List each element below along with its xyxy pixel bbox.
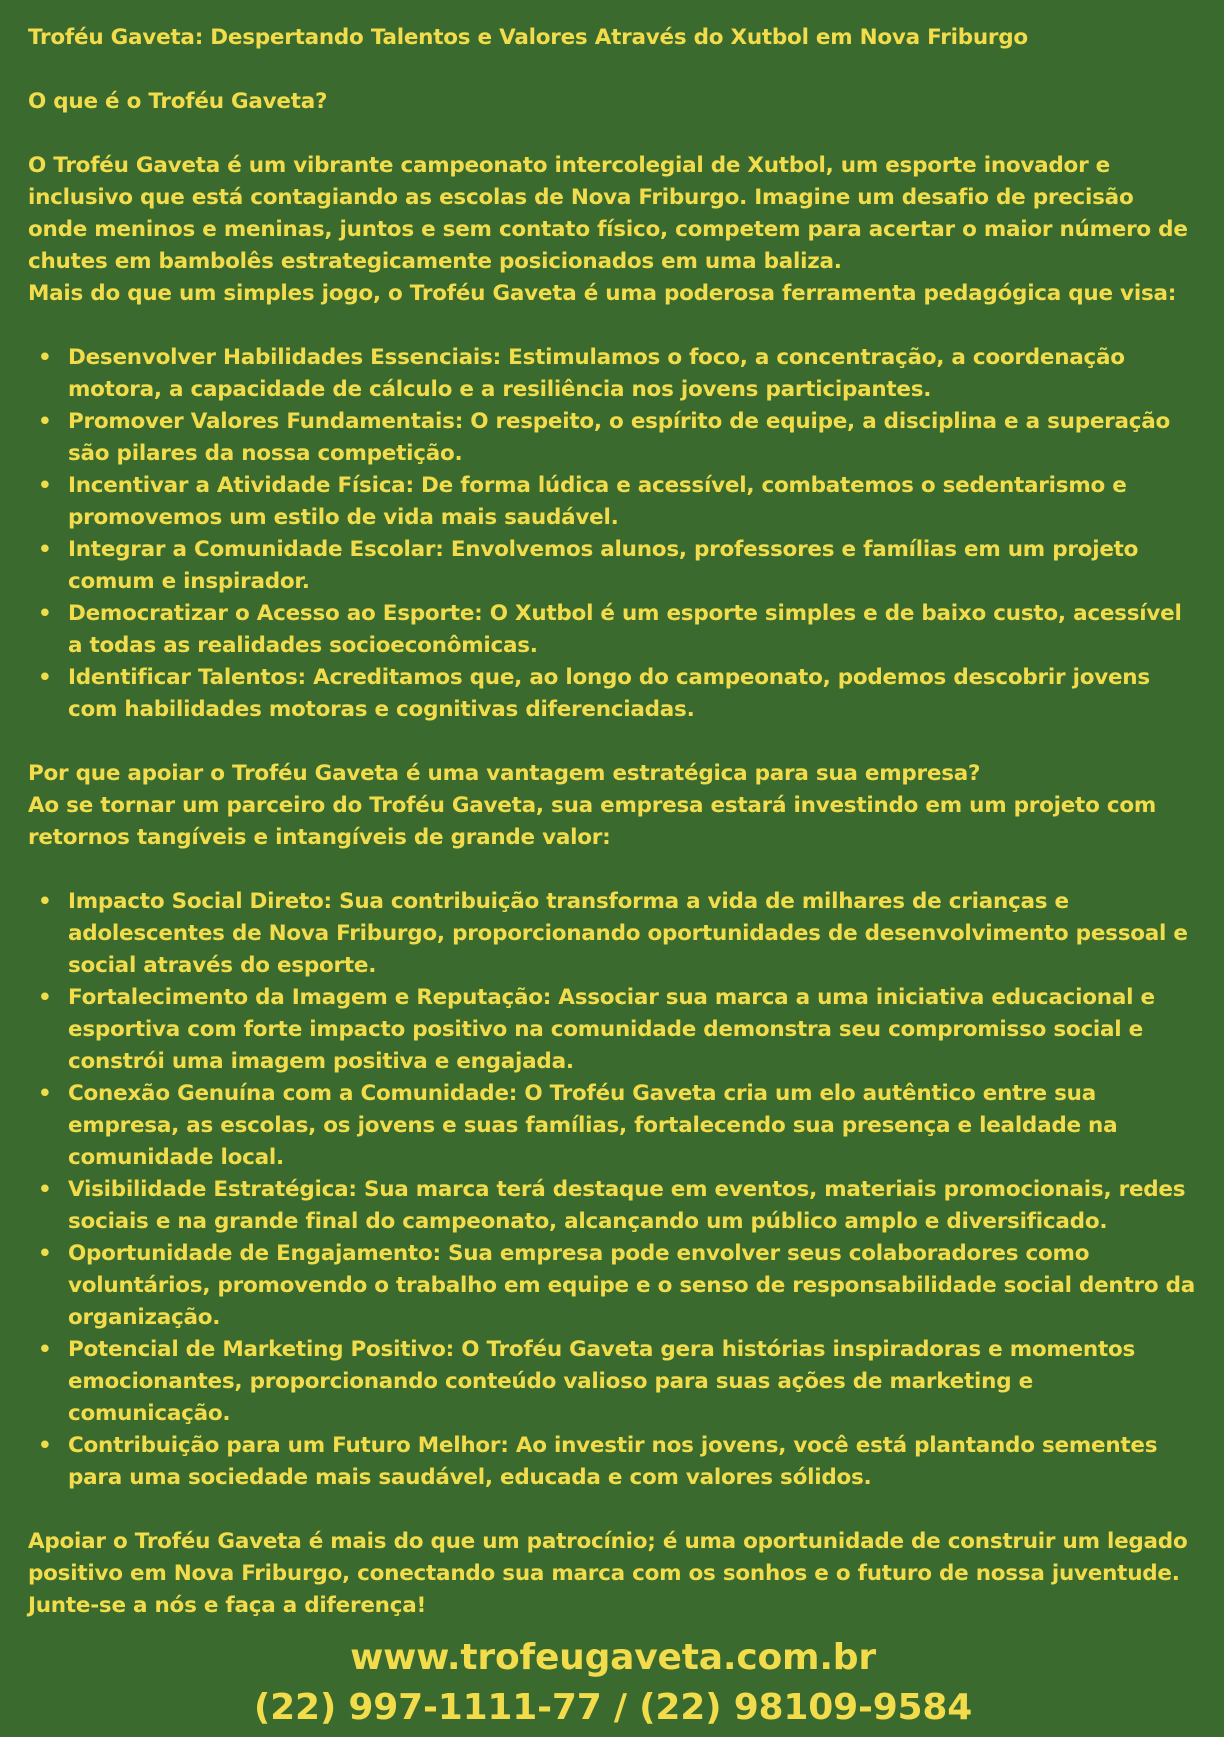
spacer [28, 854, 1198, 886]
section2-heading: Por que apoiar o Troféu Gaveta é uma vantagem estratégica para sua empresa? [28, 761, 981, 786]
list-item: • Identificar Talentos: Acreditamos que, ao longo do campeonato, podemos descobrir jovens com habilidades motoras e cognitivas diferenciadas. [68, 662, 1198, 726]
website-link[interactable]: www.trofeugaveta.com.br [350, 1637, 876, 1678]
phone-numbers: (22) 997-1111-77 / (22) 98109-9584 [253, 1687, 973, 1728]
spacer [28, 118, 1198, 150]
section1-intro: O Troféu Gaveta é um vibrante campeonato intercolegial de Xutbol, um esporte inovador e inclusivo que está contagiando as escolas de Nova Friburgo. Imagine um desafio de precisão onde meninos e meninas, juntos e sem contato físico, competem para acertar o maior número de chutes em bambolês estrategicamente posicionados em uma baliza. [28, 153, 1188, 274]
list-item: • Fortalecimento da Imagem e Reputação: Associar sua marca a uma iniciativa educacional e esportiva com forte impacto positivo na comunidade demonstra seu compromisso social e constrói uma imagem positiva e engajada. [68, 982, 1198, 1078]
list-item: • Visibilidade Estratégica: Sua marca terá destaque em eventos, materiais promocionais, redes sociais e na grande final do campeonato, alcançando um público amplo e diversificado. [68, 1174, 1198, 1238]
spacer [28, 1494, 1198, 1526]
list-item: • Promover Valores Fundamentais: O respeito, o espírito de equipe, a disciplina e a superação são pilares da nossa competição. [68, 406, 1198, 470]
section2-lead: Ao se tornar um parceiro do Troféu Gaveta, sua empresa estará investindo em um projeto com retornos tangíveis e intangíveis de grande valor: [28, 793, 1157, 850]
page-title: Troféu Gaveta: Despertando Talentos e Valores Através do Xutbol em Nova Friburgo [28, 25, 1028, 50]
contact-footer [28, 1634, 1198, 1732]
section1-lead: Mais do que um simples jogo, o Troféu Gaveta é uma poderosa ferramenta pedagógica que visa: [28, 281, 1177, 306]
spacer [28, 54, 1198, 86]
list-item: • Oportunidade de Engajamento: Sua empresa pode envolver seus colaboradores como voluntários, promovendo o trabalho em equipe e o senso de responsabilidade social dentro da organização. [68, 1238, 1198, 1334]
list-item: • Incentivar a Atividade Física: De forma lúdica e acessível, combatemos o sedentarismo e promovemos um estilo de vida mais saudável. [68, 470, 1198, 534]
list-item: • Democratizar o Acesso ao Esporte: O Xutbol é um esporte simples e de baixo custo, acessível a todas as realidades socioeconômicas. [68, 598, 1198, 662]
goals-list [28, 342, 1198, 726]
list-item: • Impacto Social Direto: Sua contribuição transforma a vida de milhares de crianças e adolescentes de Nova Friburgo, proporcionando oportunidades de desenvolvimento pessoal e social através do esporte. [68, 886, 1198, 982]
list-item: • Contribuição para um Futuro Melhor: Ao investir nos jovens, você está plantando sementes para uma sociedade mais saudável, educada e com valores sólidos. [68, 1430, 1198, 1494]
list-item: • Potencial de Marketing Positivo: O Troféu Gaveta gera histórias inspiradoras e momentos emocionantes, proporcionando conteúdo valioso para suas ações de marketing e comunicação. [68, 1334, 1198, 1430]
list-item: • Desenvolver Habilidades Essenciais: Estimulamos o foco, a concentração, a coordenação motora, a capacidade de cálculo e a resiliência nos jovens participantes. [68, 342, 1198, 406]
spacer [28, 726, 1198, 758]
section1-heading: O que é o Troféu Gaveta? [28, 89, 328, 114]
list-item: • Integrar a Comunidade Escolar: Envolvemos alunos, professores e famílias em um projeto comum e inspirador. [68, 534, 1198, 598]
list-item: • Conexão Genuína com a Comunidade: O Troféu Gaveta cria um elo autêntico entre sua empresa, as escolas, os jovens e suas famílias, fortalecendo sua presença e lealdade na comunidade local. [68, 1078, 1198, 1174]
spacer [28, 310, 1198, 342]
closing-paragraph: Apoiar o Troféu Gaveta é mais do que um patrocínio; é uma oportunidade de construir um legado positivo em Nova Friburgo, conectando sua marca com os sonhos e o futuro de nossa juventude. Junte-se a nós e faça a diferença! [28, 1529, 1188, 1618]
benefits-list [28, 886, 1198, 1494]
